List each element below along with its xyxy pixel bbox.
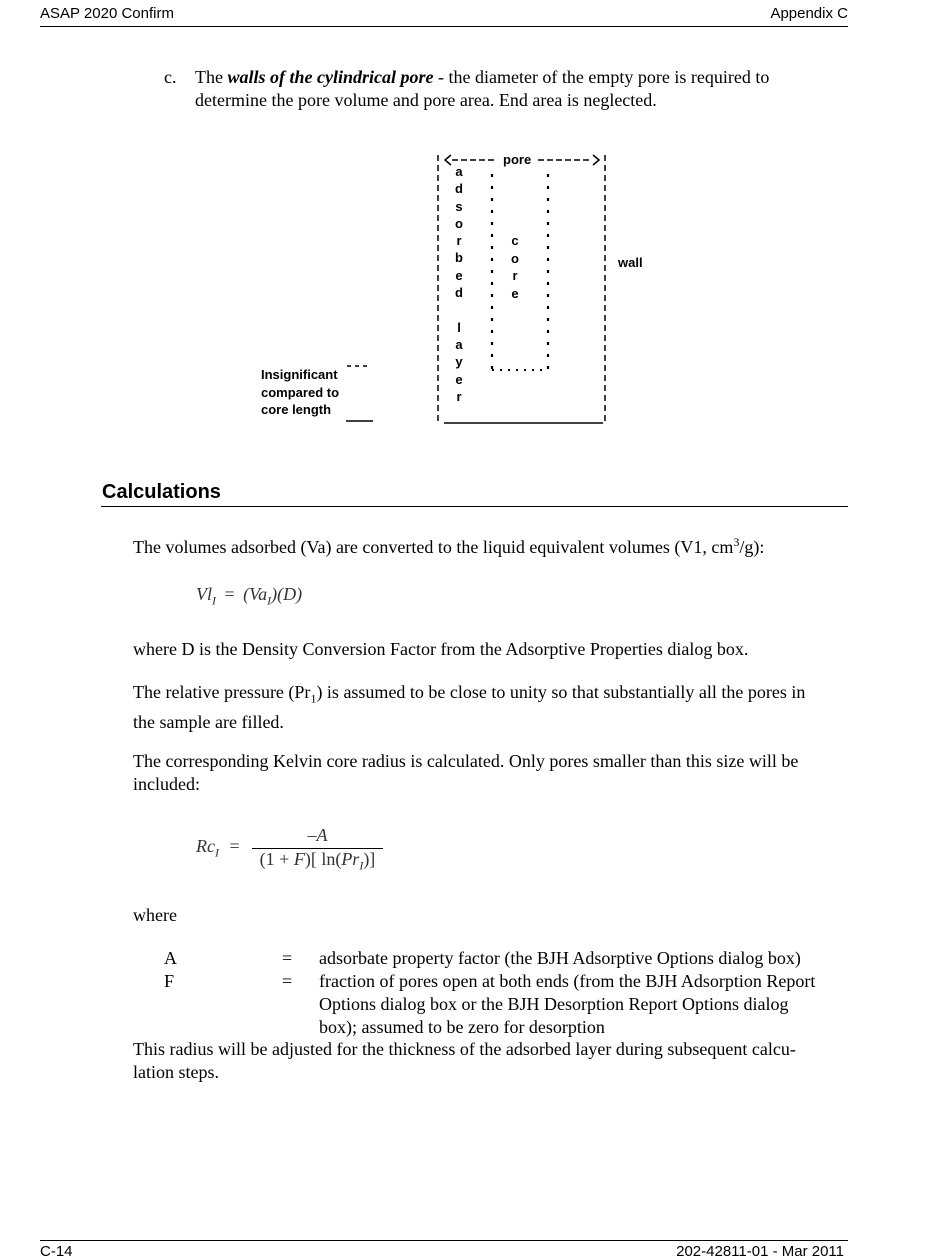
p1-post: /g): (739, 537, 765, 557)
def-F-line: box); assumed to be zero for desorption (319, 1017, 605, 1037)
wall-label: wall (618, 255, 643, 270)
def-term-A: A (164, 948, 177, 968)
section-heading: Calculations (102, 481, 221, 503)
eq2-den-c: )] (363, 849, 376, 869)
header-right: Appendix C (770, 5, 848, 22)
p3-post: ) is assumed to be close to unity so that substantially all the pores in (316, 682, 806, 702)
p1-pre: The volumes adsorbed (Va) are converted to the liquid equivalent volumes (V1, cm (133, 537, 734, 557)
item-c-marker: c. (164, 67, 177, 87)
adsorbed-letter: e (455, 267, 463, 283)
adsorbed-letter: a (455, 336, 463, 352)
note-line: compared to (261, 384, 340, 400)
adsorbed-letter: s (455, 198, 463, 214)
eq2-equals: = (229, 836, 240, 856)
insignificant-note (261, 366, 339, 419)
note-line: core length (261, 402, 332, 417)
eq1-rhs-sub: I (267, 593, 272, 608)
pore-arrow-left-head (445, 155, 451, 165)
core-letter: e (511, 285, 519, 301)
paragraph-density: where D is the Density Conversion Factor from the Adsorptive Properties dialog box. (133, 639, 749, 659)
eq2-lhs: Rc (196, 836, 215, 856)
adsorbed-letter: d (455, 181, 463, 197)
p3-sub: 1 (310, 691, 317, 706)
eq2-den-a: (1 + (259, 849, 294, 869)
eq1-lhs-sub: I (212, 593, 216, 608)
def-text-A: adsorbate property factor (the BJH Adsorptive Options dialog box) (319, 948, 801, 968)
eq2-den-Pr: Pr (341, 849, 360, 869)
p5-line1: This radius will be adjusted for the thickness of the adsorbed layer during subsequent calcu- (133, 1039, 796, 1059)
item-c-pre: The (195, 67, 228, 87)
header-rule (40, 26, 848, 27)
adsorbed-letter: r (456, 388, 462, 404)
def-text-F (319, 970, 815, 1039)
pore-label: pore (503, 152, 532, 167)
def-F-line: Options dialog box or the BJH Desorption Report Options dialog (319, 994, 789, 1014)
def-term-F: F (164, 971, 175, 991)
footer-rule (40, 1240, 848, 1241)
def-eq-F: = (282, 971, 293, 991)
eq2-lhs-sub: I (214, 845, 219, 860)
item-c-rest: - the diameter of the empty pore is required to (433, 67, 770, 87)
core-label (508, 233, 522, 303)
equation-volume (196, 584, 302, 609)
def-eq-A: = (282, 948, 293, 968)
p1-sup: 3 (733, 535, 740, 549)
adsorbed-letter: y (455, 354, 463, 370)
note-line: Insignificant (261, 367, 338, 382)
eq2-den-F: F (293, 849, 305, 869)
paragraph-pressure (133, 681, 805, 734)
adsorbed-layer-label (452, 164, 466, 406)
adsorbed-letter: d (455, 285, 463, 301)
p4-line2: included: (133, 774, 200, 794)
footer-right: 202-42811-01 - Mar 2011 (676, 1243, 844, 1260)
paragraph-volumes (133, 531, 764, 559)
p4-line1: The corresponding Kelvin core radius is calculated. Only pores smaller than this size will be (133, 751, 799, 771)
adsorbed-letter: r (456, 233, 462, 249)
adsorbed-letter (452, 302, 466, 319)
where-label: where (133, 905, 177, 925)
eq2-den-sub: I (359, 858, 364, 873)
eq1-equals: = (224, 584, 235, 604)
section-rule (101, 506, 848, 507)
eq1-lhs: Vl (196, 584, 212, 604)
eq1-rhs-a: (Va (243, 584, 268, 604)
footer-left: C-14 (40, 1243, 73, 1260)
core-letter: o (511, 250, 519, 266)
eq2-numerator (252, 825, 383, 846)
core-letter: c (511, 233, 519, 248)
adsorbed-letter: b (455, 250, 463, 266)
eq1-rhs-b: )(D) (271, 584, 303, 604)
core-letter: r (512, 268, 518, 283)
item-c-line2: determine the pore volume and pore area. End area is neglected. (195, 90, 657, 110)
item-c-emphasis: walls of the cylindrical pore (227, 67, 434, 87)
eq2-numerator-text: –A (307, 825, 328, 845)
header-left: ASAP 2020 Confirm (40, 5, 174, 22)
item-c-text (195, 66, 855, 112)
adsorbed-letter: l (457, 319, 461, 335)
paragraph-radius (133, 1038, 796, 1084)
adsorbed-letter: o (455, 215, 463, 231)
adsorbed-letter: e (455, 371, 463, 387)
p3-pre: The relative pressure (Pr (133, 682, 311, 702)
pore-arrow-right-head (593, 155, 599, 165)
eq2-den-b: )[ ln( (304, 849, 342, 869)
p5-line2: lation steps. (133, 1062, 219, 1082)
adsorbed-letter: a (455, 164, 463, 179)
eq2-denominator (252, 849, 383, 874)
def-F-line: fraction of pores open at both ends (from the BJH Adsorption Report (319, 971, 816, 991)
paragraph-kelvin (133, 750, 798, 796)
equation-kelvin-lhs (196, 836, 240, 861)
p3-line2: the sample are filled. (133, 711, 284, 732)
